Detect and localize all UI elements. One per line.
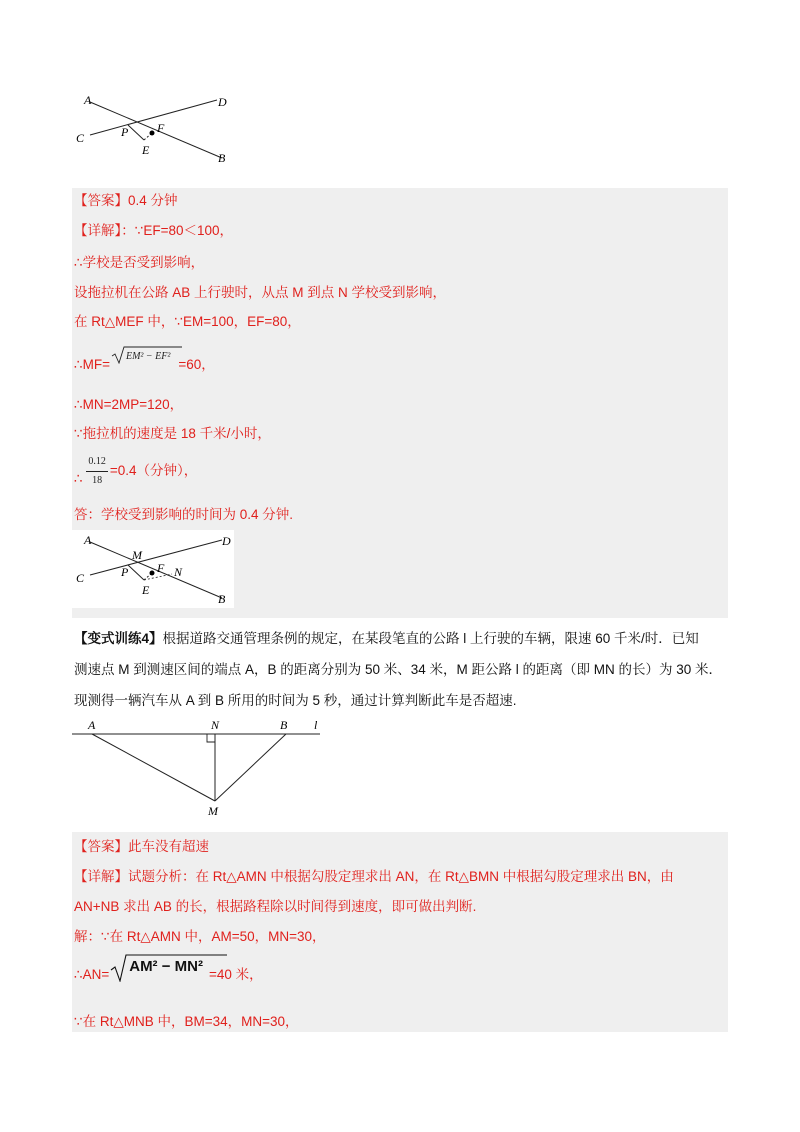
label-P: P xyxy=(121,125,129,139)
conclusion-line: 答：学校受到影响的时间为 0.4 分钟. xyxy=(74,507,294,522)
variant-line-1 xyxy=(74,630,699,648)
detail-text: ：∵EF=80＜100， xyxy=(121,223,234,238)
label-l: l xyxy=(314,718,318,732)
frac-suffix: =0.4（分钟）， xyxy=(109,463,198,479)
mn-line: ∴MN=2MP=120， xyxy=(74,397,184,412)
fraction-line xyxy=(74,453,197,485)
variant-line-2: 测速点 M 到测速区间的端点 A，B 的距离分别为 50 米、34 米，M 距公路 l 的距离（即 MN 的长）为 30 米． xyxy=(74,662,723,677)
label-B: B xyxy=(280,718,288,732)
label-D: D xyxy=(222,534,231,548)
label-A: A xyxy=(84,93,92,107)
label-P: P xyxy=(121,565,129,579)
label-M: M xyxy=(132,548,142,562)
solution-line: ∴学校是否受到影响， xyxy=(74,255,205,270)
figure-road-triangle xyxy=(72,718,332,820)
label-B: B xyxy=(218,592,226,606)
label-C: C xyxy=(76,571,85,585)
detail-tag: 【详解】 xyxy=(74,869,128,884)
label-A: A xyxy=(84,533,92,547)
label-C: C xyxy=(76,131,85,145)
label-F: F xyxy=(157,121,165,135)
label-E: E xyxy=(142,143,150,157)
fraction-numerator: 0.12 xyxy=(86,453,108,472)
label-A: A xyxy=(88,718,96,732)
detail-tag: 【详解】 xyxy=(74,223,122,238)
speed-line: ∵拖拉机的速度是 18 千米/小时， xyxy=(74,426,271,441)
mf-suffix: =60， xyxy=(178,357,215,372)
variant-line-3: 现测得一辆汽车从 A 到 B 所用的时间为 5 秒，通过计算判断此车是否超速. xyxy=(74,693,517,708)
detail-line-1 xyxy=(74,222,233,240)
last-line: ∵在 Rt△MNB 中，BM=34，MN=30， xyxy=(74,1014,299,1029)
answer-text: 0.4 分钟 xyxy=(128,193,178,208)
label-B: B xyxy=(218,151,226,165)
answer-tag: 【答案】 xyxy=(74,193,128,208)
sqrt-expression xyxy=(110,346,174,364)
figure-intersecting-lines-1 xyxy=(72,90,242,170)
answer-line-1 xyxy=(74,192,178,210)
variant-tag: 【变式训练4】 xyxy=(74,631,163,646)
fraction xyxy=(86,453,108,490)
label-D: D xyxy=(218,95,227,109)
label-M: M xyxy=(208,804,218,818)
mf-radicand: EM² − EF² xyxy=(125,351,171,362)
label-F: F xyxy=(157,561,165,575)
an-formula xyxy=(74,954,263,988)
answer-tag: 【答案】 xyxy=(74,839,128,854)
frac-prefix: ∴ xyxy=(74,471,87,487)
figure-intersecting-lines-2 xyxy=(72,530,234,608)
label-E: E xyxy=(142,583,150,597)
variant-text-1: 根据道路交通管理条例的规定，在某段笔直的公路 l 上行驶的车辆，限速 60 千米/时．已知 xyxy=(162,631,699,646)
fraction-denominator: 18 xyxy=(92,475,103,486)
solve-line: 解：∵在 Rt△AMN 中，AM=50，MN=30， xyxy=(74,929,326,944)
an-radicand: AM² − MN² xyxy=(129,958,203,975)
answer-line-2 xyxy=(74,838,209,856)
detail-line-2 xyxy=(74,868,674,886)
label-N: N xyxy=(174,565,183,579)
label-N: N xyxy=(211,718,220,732)
an-suffix: =40 米， xyxy=(208,967,263,982)
sqrt-expression xyxy=(109,954,207,975)
solution-line: 在 Rt△MEF 中，∵EM=100，EF=80， xyxy=(74,314,301,329)
mf-formula xyxy=(74,346,215,376)
solution-line: 设拖拉机在公路 AB 上行驶时，从点 M 到点 N 学校受到影响， xyxy=(74,285,447,300)
an-prefix: ∴AN= xyxy=(74,967,110,982)
detail-continued: AN+NB 求出 AB 的长，根据路程除以时间得到速度，即可做出判断. xyxy=(74,899,477,914)
detail-text: 试题分析：在 Rt△AMN 中根据勾股定理求出 AN，在 Rt△BMN 中根据勾股定理求出 BN，由 xyxy=(128,869,674,884)
mf-prefix: ∴MF= xyxy=(74,357,110,372)
answer-text: 此车没有超速 xyxy=(128,839,209,854)
